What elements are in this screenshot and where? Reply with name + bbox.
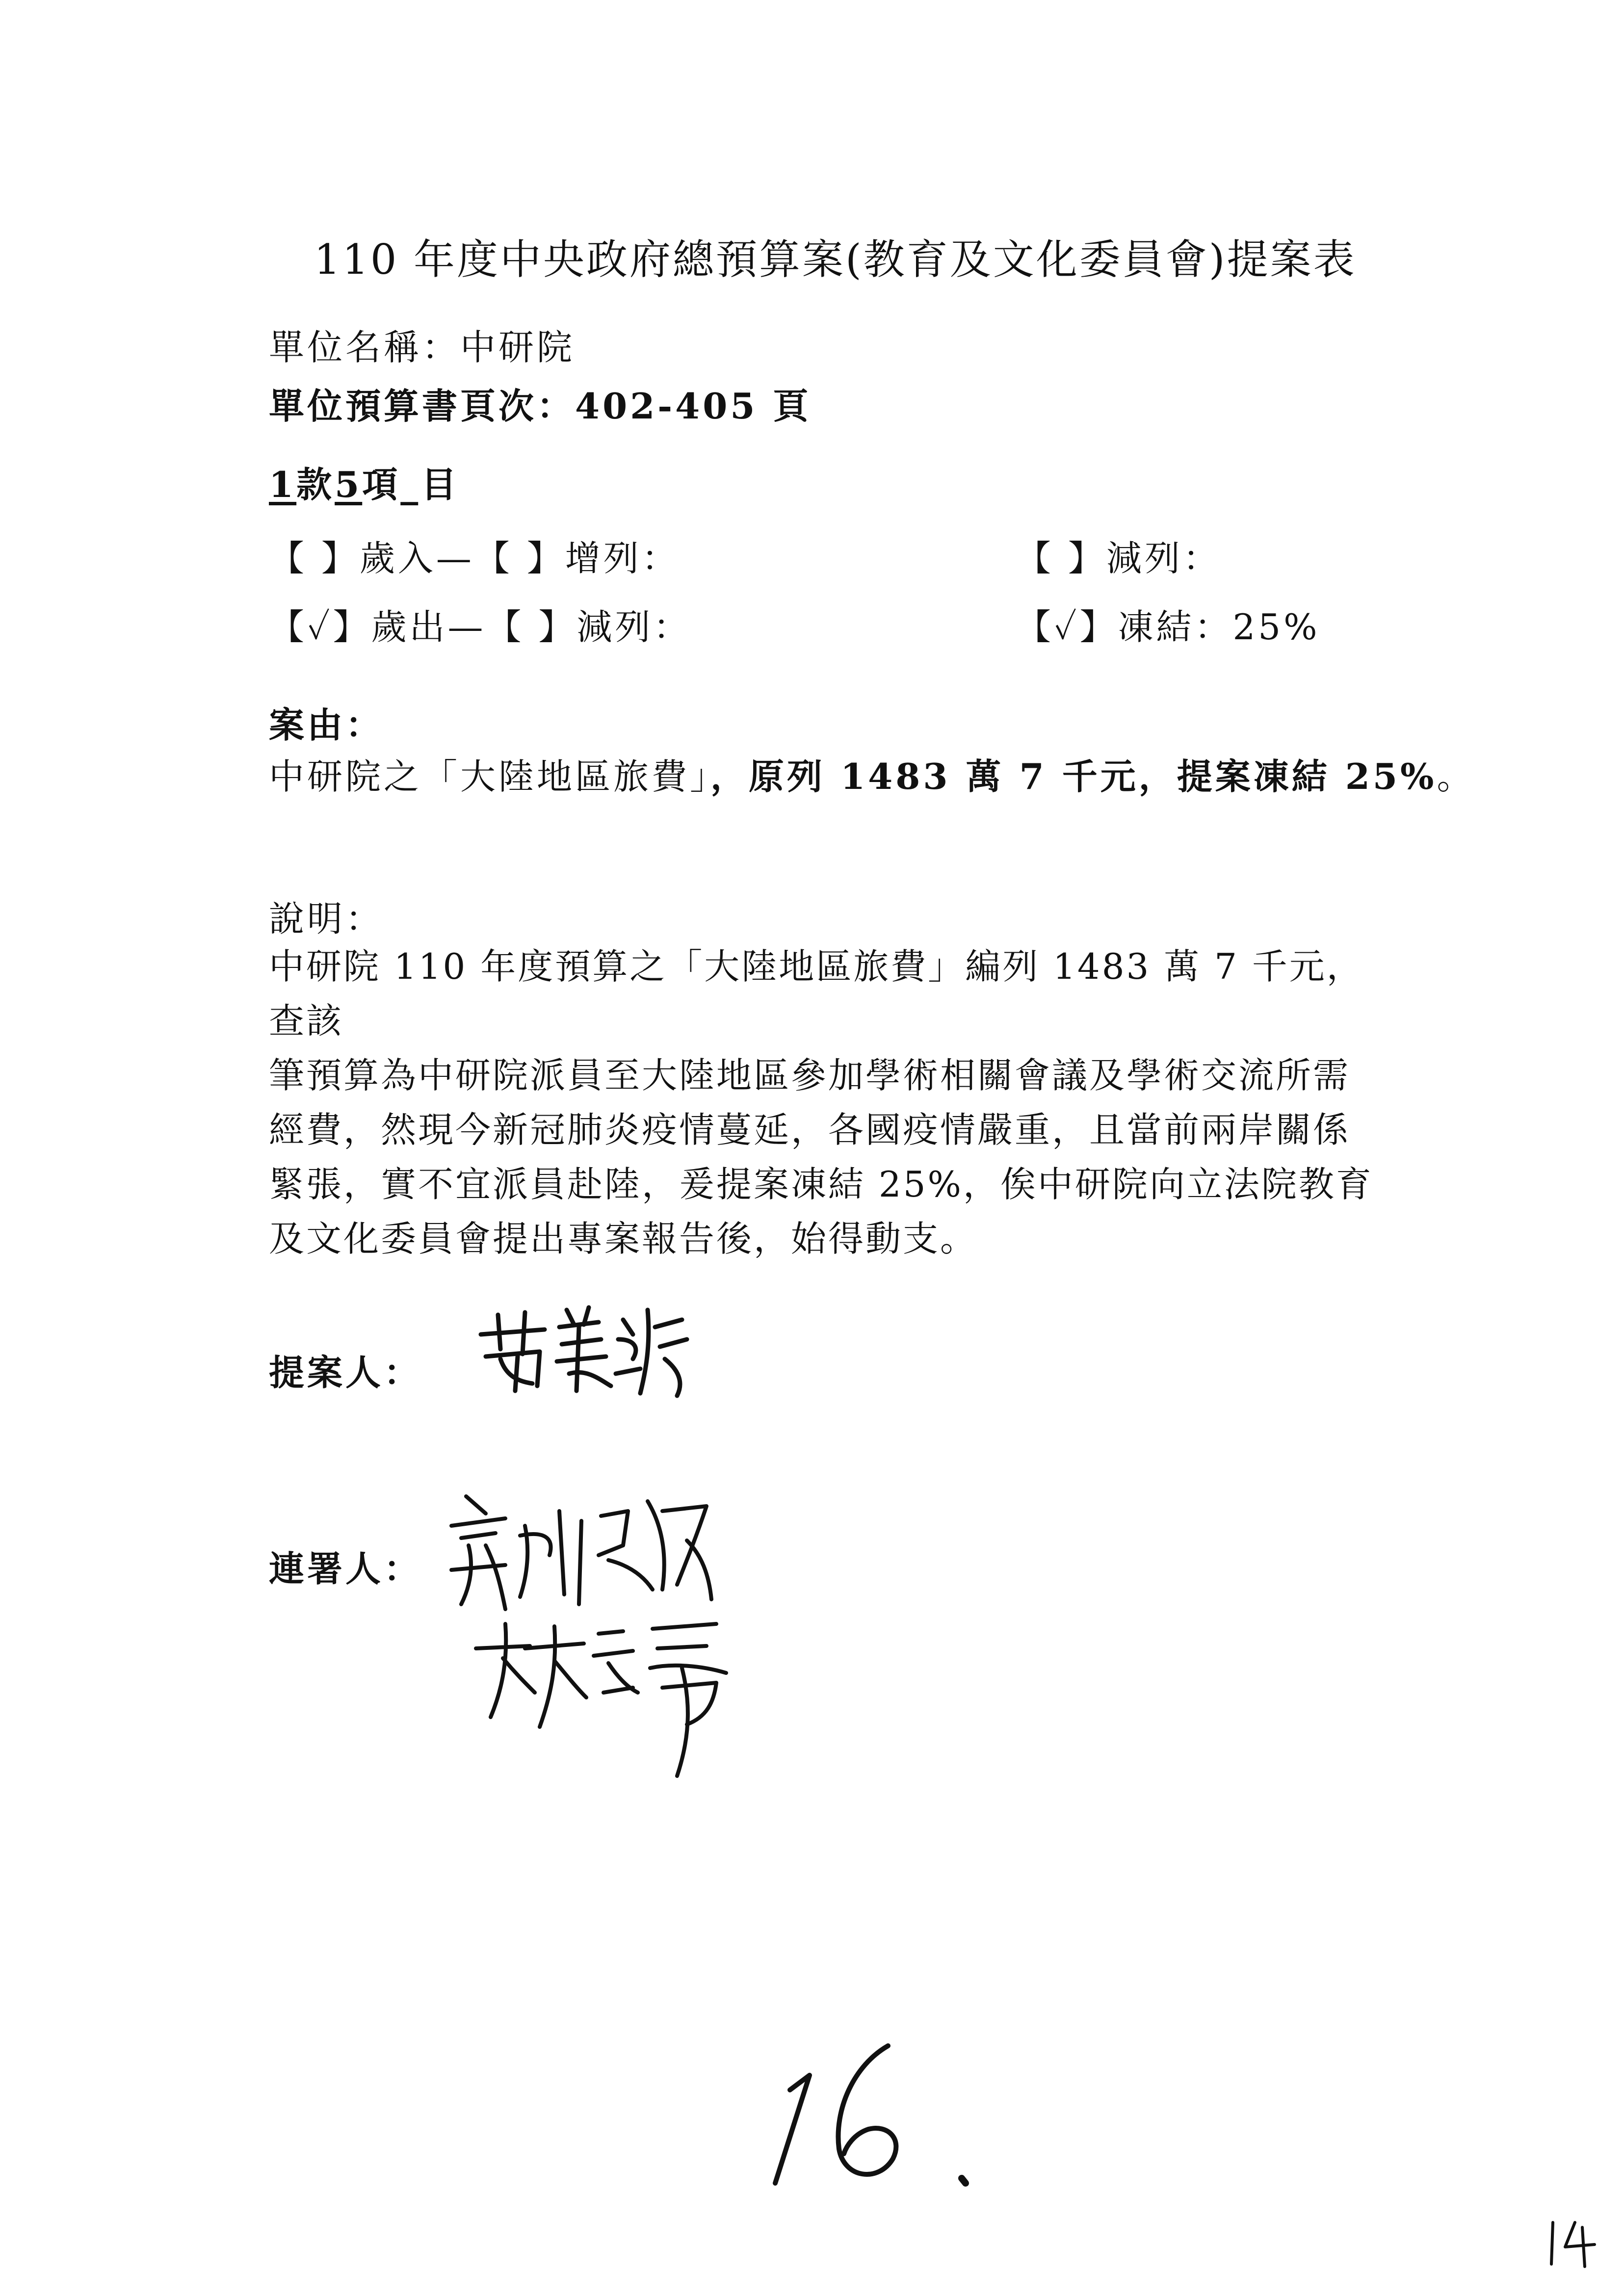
explanation-line: 緊張，實不宜派員赴陸，爰提案凍結 25%，俟中研院向立法院教育 bbox=[269, 1164, 1373, 1205]
expenditure-row-right bbox=[1016, 599, 1320, 650]
revenue-decrease-label: 減列： bbox=[1106, 538, 1221, 579]
proposer-label: 提案人： bbox=[269, 1352, 422, 1393]
revenue-row-right bbox=[1016, 530, 1221, 581]
proposer-signature bbox=[471, 1300, 697, 1400]
mu-label: 目 bbox=[421, 464, 460, 505]
explanation-line: 經費，然現今新冠肺炎疫情蔓延，各國疫情嚴重，且當前兩岸關係 bbox=[269, 1109, 1351, 1150]
explanation-line: 筆預算為中研院派員至大陸地區參加學術相關會議及學術交流所需 bbox=[269, 1055, 1351, 1096]
reason-text-prefix: 中研院之「大陸地區旅費」 bbox=[269, 756, 711, 797]
expenditure-label: 歲出— bbox=[371, 606, 486, 648]
freeze-label: 凍結：25% bbox=[1118, 606, 1320, 648]
budget-page-line: 單位預算書頁次：402-405 頁 bbox=[269, 385, 812, 427]
item-line bbox=[269, 456, 459, 507]
cosigner-signature-2 bbox=[471, 1619, 746, 1788]
xiang-label: 項 bbox=[362, 464, 401, 505]
mu-blank: _ bbox=[400, 464, 421, 505]
document-title: 110 年度中央政府總預算案(教育及文化委員會)提案表 bbox=[314, 235, 1357, 284]
kuan-label: 款 bbox=[296, 464, 335, 505]
revenue-label: 歲入— bbox=[359, 538, 474, 579]
revenue-row-left bbox=[269, 530, 680, 581]
increase-checkbox: 【 】 bbox=[474, 538, 565, 579]
unit-name-line: 單位名稱：中研院 bbox=[269, 327, 576, 368]
increase-label: 增列： bbox=[565, 538, 680, 579]
cosigner-signature-1 bbox=[432, 1491, 736, 1621]
kuan-number: 1 bbox=[269, 464, 297, 505]
handwritten-number bbox=[756, 2036, 1001, 2195]
reason-heading: 案由： bbox=[269, 704, 384, 746]
expenditure-checkbox: 【✓】 bbox=[269, 606, 371, 648]
explanation-heading: 說明： bbox=[269, 898, 384, 939]
revenue-checkbox: 【 】 bbox=[269, 538, 360, 579]
reason-text-suffix: 。 bbox=[1437, 756, 1475, 797]
expenditure-row-left bbox=[269, 599, 691, 650]
reason-text-bold: ，原列 1483 萬 7 千元，提案凍結 25% bbox=[710, 756, 1437, 797]
expenditure-decrease-checkbox: 【 】 bbox=[486, 606, 577, 648]
explanation-body bbox=[269, 939, 1397, 1266]
page-number bbox=[1545, 2218, 1604, 2273]
explanation-line: 中研院 110 年度預算之「大陸地區旅費」編列 1483 萬 7 千元，查該 bbox=[269, 946, 1364, 1042]
revenue-decrease-checkbox: 【 】 bbox=[1016, 538, 1106, 579]
reason-text bbox=[269, 748, 1475, 799]
cosigner-label: 連署人： bbox=[269, 1548, 422, 1590]
explanation-line: 及文化委員會提出專案報告後，始得動支。 bbox=[269, 1218, 978, 1259]
expenditure-decrease-label: 減列： bbox=[576, 606, 692, 648]
xiang-number: 5 bbox=[335, 464, 363, 505]
freeze-checkbox: 【✓】 bbox=[1016, 606, 1118, 648]
